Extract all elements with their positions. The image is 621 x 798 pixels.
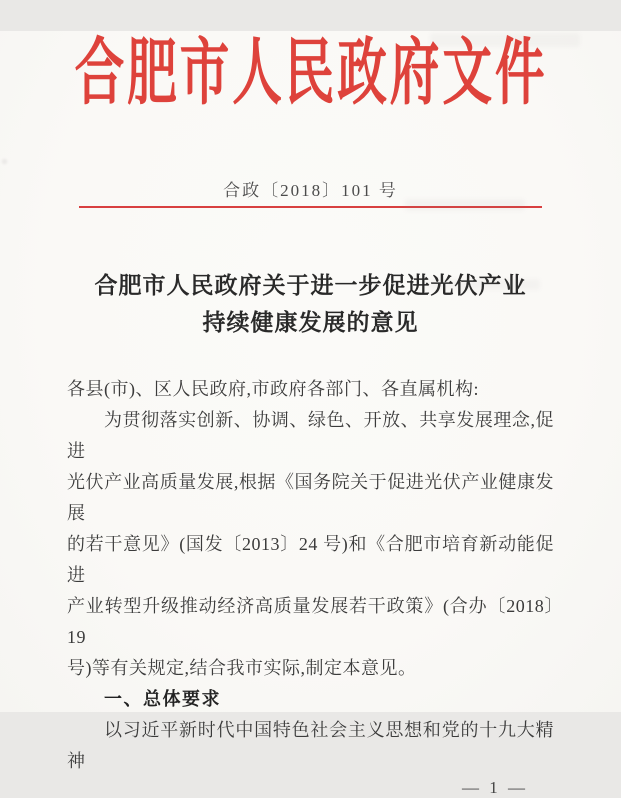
- salutation-line: 各县(市)、区人民政府,市政府各部门、各直属机构:: [67, 379, 479, 399]
- document-title: [0, 267, 621, 341]
- document-title-line-2: 持续健康发展的意见: [202, 310, 419, 335]
- paragraph-line: 产业转型升级推动经济高质量发展若干政策》(合办〔2018〕19: [67, 596, 554, 647]
- document-title-line-1: 合肥市人民政府关于进一步促进光伏产业: [94, 273, 527, 298]
- letterhead-title: 合肥市人民政府文件: [74, 34, 547, 115]
- document-body: [0, 374, 621, 777]
- paragraph-line: 为贯彻落实创新、协调、绿色、开放、共享发展理念,促进: [67, 410, 554, 461]
- letterhead: [0, 31, 621, 115]
- page-number: — 1 —: [462, 778, 528, 797]
- document-page: [0, 31, 621, 797]
- section-heading: 一、总体要求: [104, 689, 221, 709]
- paragraph-line: 光伏产业高质量发展,根据《国务院关于促进光伏产业健康发展: [67, 472, 554, 523]
- paragraph-line: 号)等有关规定,结合我市实际,制定本意见。: [67, 658, 417, 678]
- paragraph-line: 的若干意见》(国发〔2013〕24 号)和《合肥市培育新动能促进: [67, 534, 554, 585]
- document-number: 合政〔2018〕101 号: [223, 181, 398, 200]
- paragraph-line: 以习近平新时代中国特色社会主义思想和党的十九大精神: [67, 720, 554, 771]
- scan-speck-artifact: [2, 159, 7, 164]
- red-divider-line: [79, 206, 542, 208]
